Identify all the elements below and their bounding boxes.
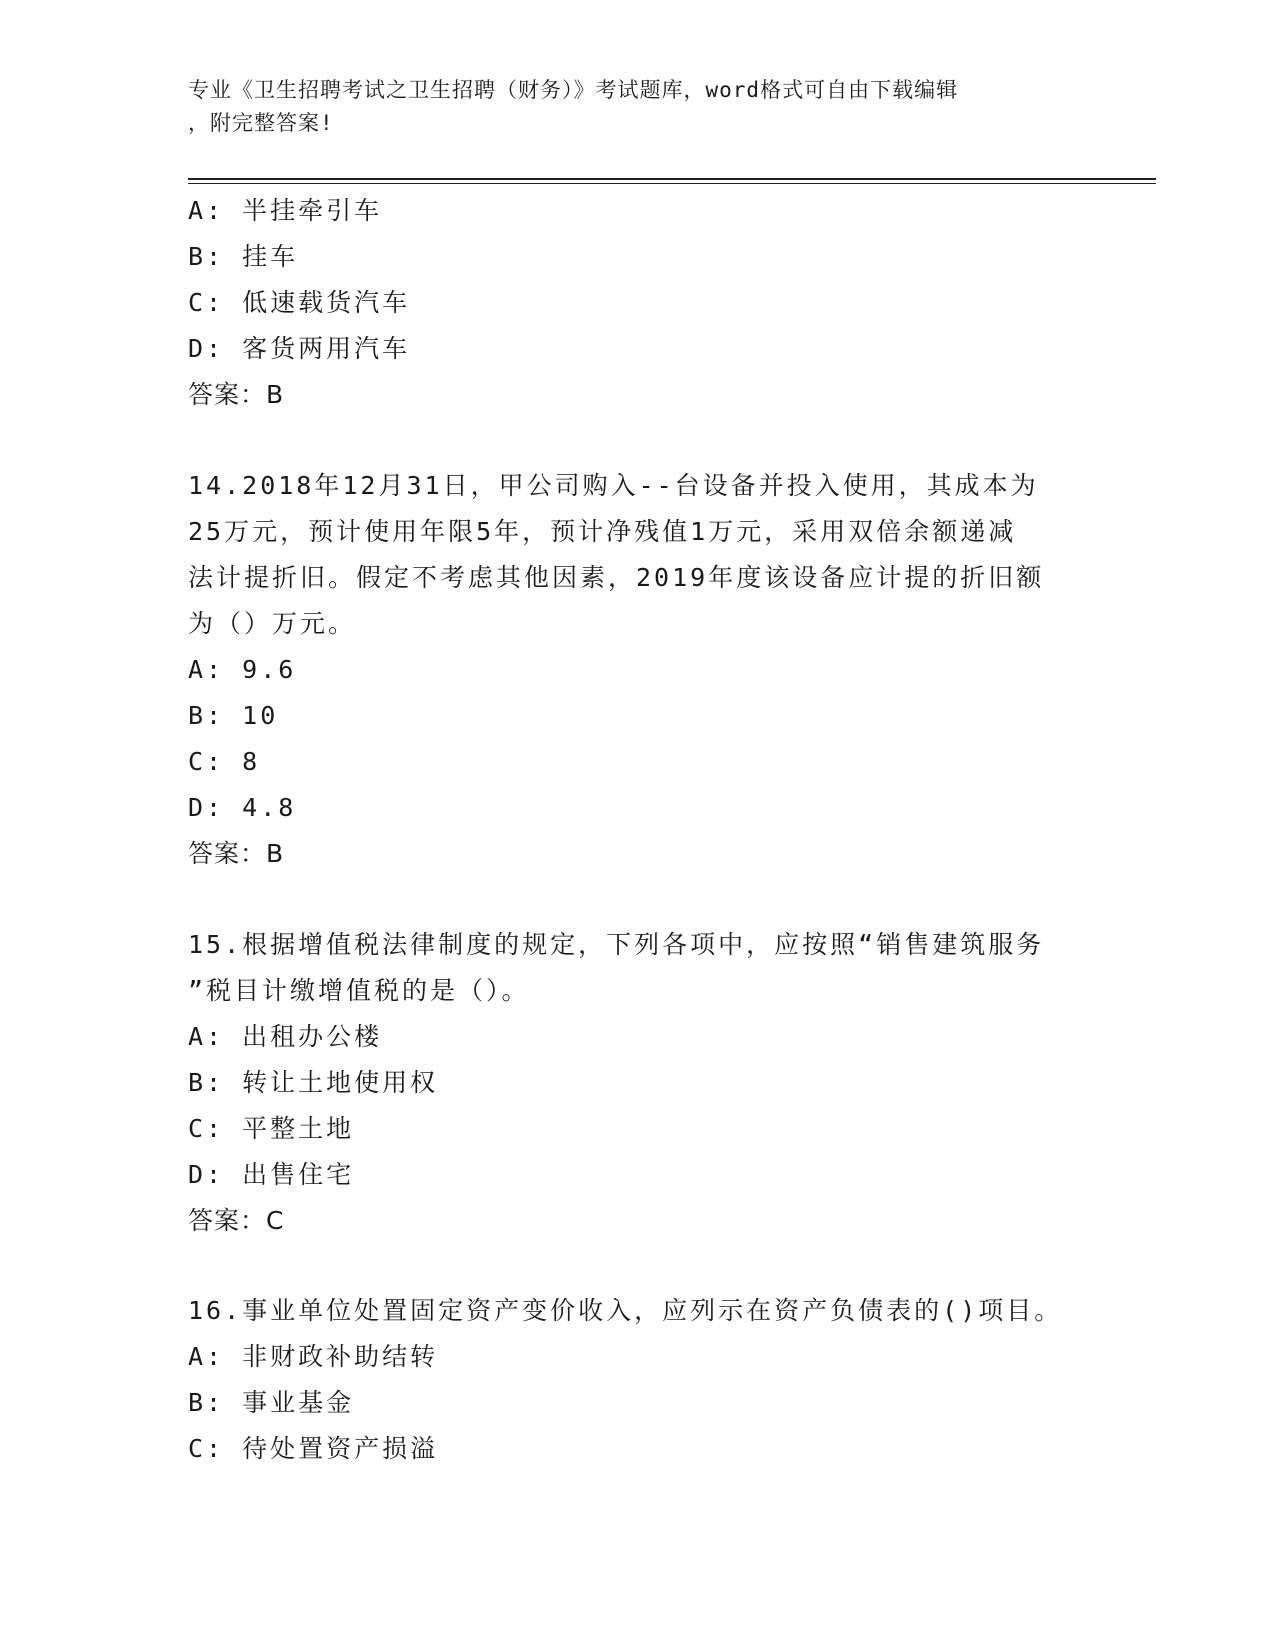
option-a: A: 非财政补助结转 bbox=[188, 1342, 439, 1371]
question-stem-line: 14.2018年12月31日，甲公司购入--台设备并投入使用，其成本为 bbox=[188, 471, 1039, 500]
option-a: A: 出租办公楼 bbox=[188, 1022, 383, 1051]
option-d: D: 出售住宅 bbox=[188, 1160, 355, 1189]
question-stem-line: 为（）万元。 bbox=[188, 609, 357, 638]
option-b: B: 转让土地使用权 bbox=[188, 1068, 439, 1097]
answer-line: 答案：C bbox=[188, 1206, 285, 1235]
answer-line: 答案：B bbox=[188, 380, 285, 409]
question-14 bbox=[188, 463, 1088, 877]
option-d: D: 4.8 bbox=[188, 793, 297, 822]
option-c: C: 待处置资产损溢 bbox=[188, 1434, 439, 1463]
header-line-2: ，附完整答案! bbox=[188, 111, 334, 135]
header-rule-thin bbox=[188, 183, 1156, 184]
question-stem-line: 法计提折旧。假定不考虑其他因素，2019年度该设备应计提的折旧额 bbox=[188, 563, 1045, 592]
spacer bbox=[188, 1244, 1088, 1288]
question-stem-line: ”税目计缴增值税的是（）。 bbox=[188, 976, 530, 1005]
question-13 bbox=[188, 188, 1088, 418]
option-b: B: 挂车 bbox=[188, 242, 299, 271]
option-c: C: 低速载货汽车 bbox=[188, 288, 411, 317]
question-stem-line: 15.根据增值税法律制度的规定，下列各项中，应按照“销售建筑服务 bbox=[188, 930, 1045, 959]
option-a: A: 半挂牵引车 bbox=[188, 196, 383, 225]
option-a: A: 9.6 bbox=[188, 655, 297, 684]
question-stem-line: 16.事业单位处置固定资产变价收入，应列示在资产负债表的()项目。 bbox=[188, 1296, 1063, 1325]
header-rule-thick bbox=[188, 178, 1156, 180]
question-16 bbox=[188, 1288, 1088, 1472]
spacer bbox=[188, 877, 1088, 922]
question-list bbox=[188, 188, 1088, 1472]
option-b: B: 事业基金 bbox=[188, 1388, 355, 1417]
option-b: B: 10 bbox=[188, 701, 279, 730]
option-d: D: 客货两用汽车 bbox=[188, 334, 411, 363]
answer-line: 答案：B bbox=[188, 839, 285, 868]
document-header bbox=[188, 74, 1068, 140]
question-15 bbox=[188, 922, 1088, 1244]
option-c: C: 平整土地 bbox=[188, 1114, 355, 1143]
spacer bbox=[188, 418, 1088, 463]
header-line-1: 专业《卫生招聘考试之卫生招聘（财务）》考试题库，word格式可自由下载编辑 bbox=[188, 78, 959, 102]
option-c: C: 8 bbox=[188, 747, 261, 776]
question-stem-line: 25万元，预计使用年限5年，预计净残值1万元，采用双倍余额递减 bbox=[188, 517, 1017, 546]
